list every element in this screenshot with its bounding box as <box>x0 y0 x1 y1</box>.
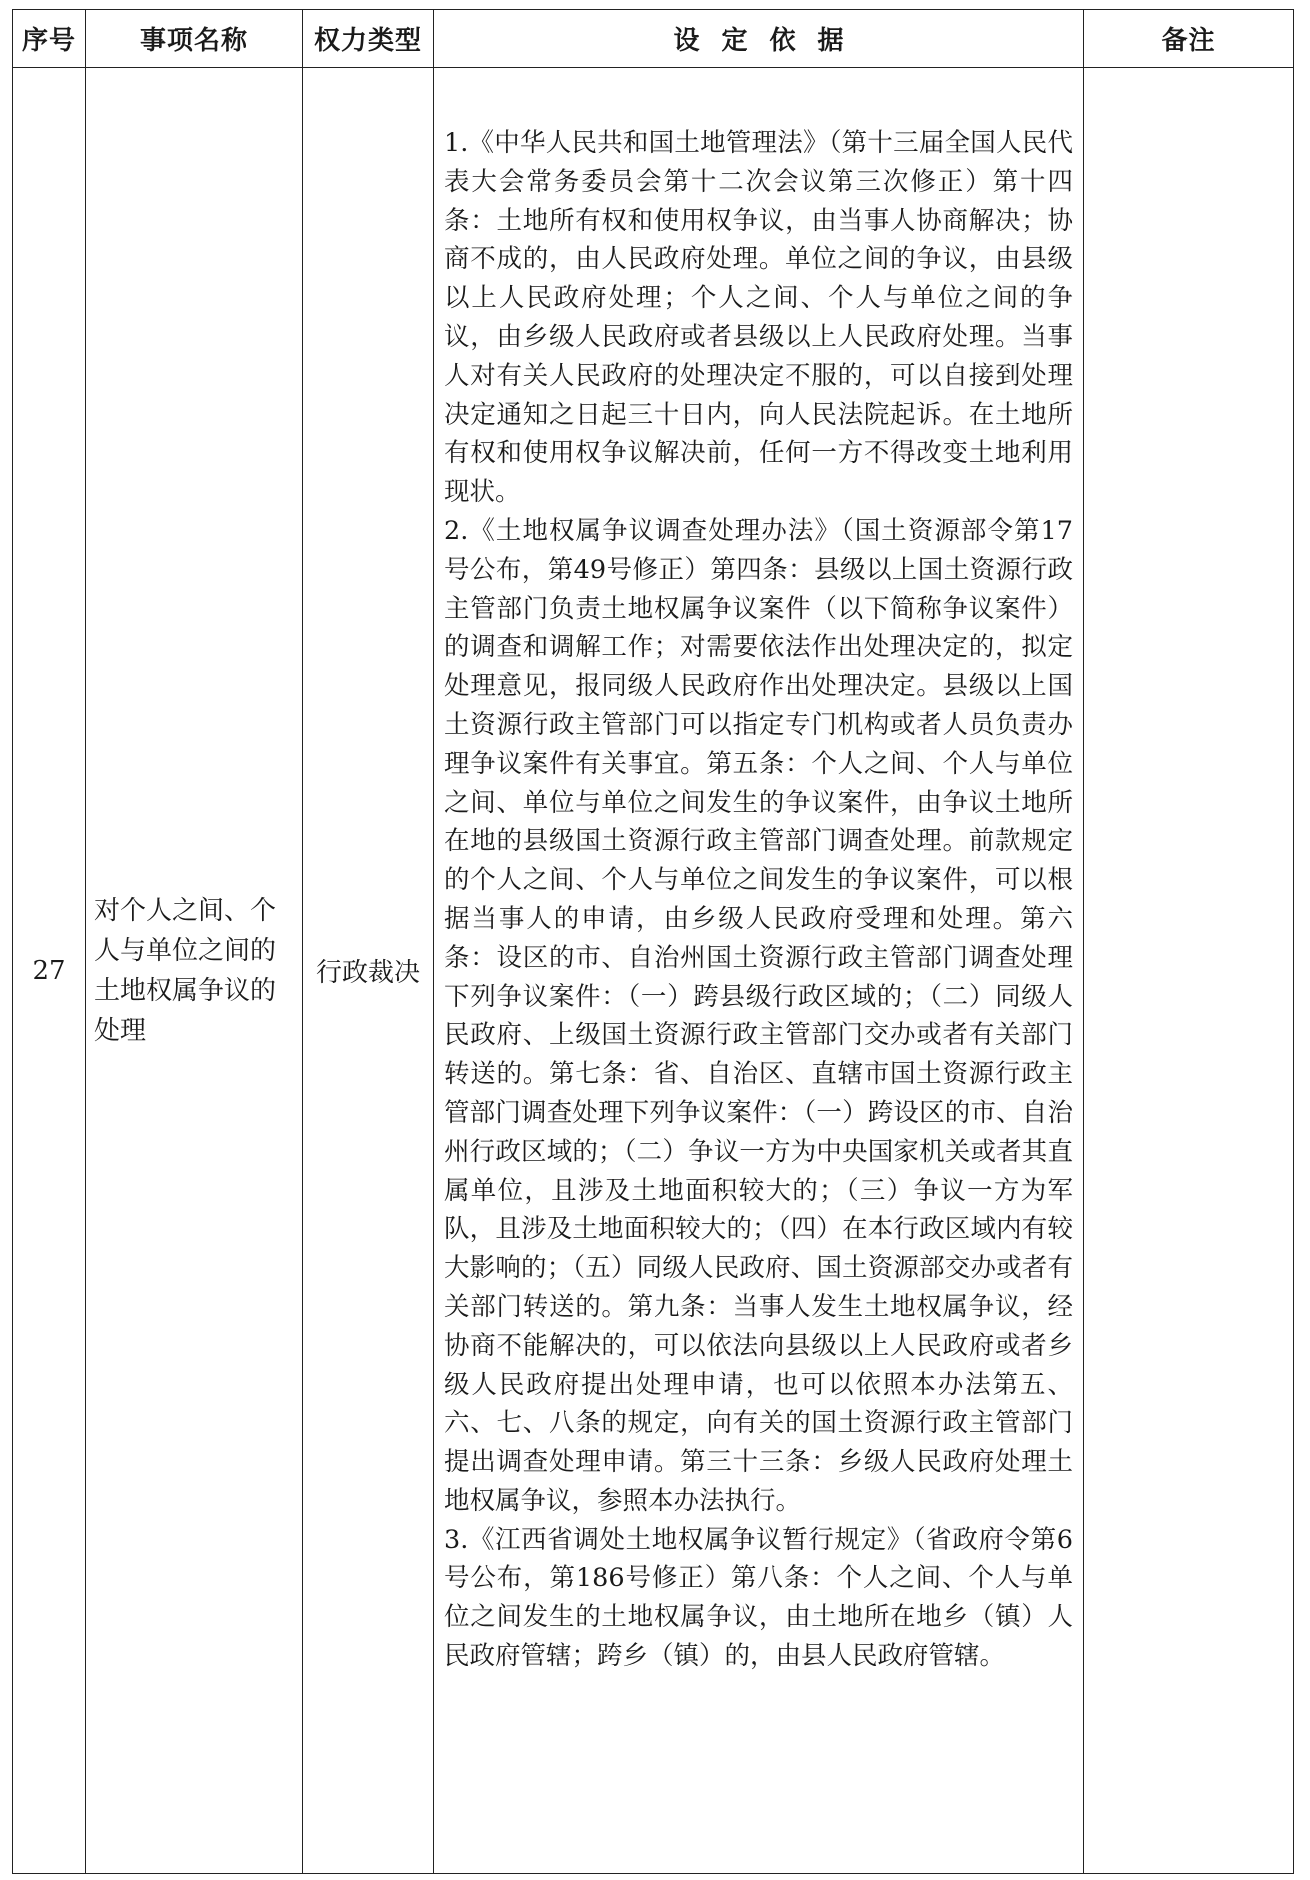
authority-table <box>12 9 1294 1874</box>
row-number: 27 <box>13 68 86 1874</box>
table-row <box>13 68 1294 1874</box>
header-row <box>13 10 1294 68</box>
item-name: 对个人之间、个人与单位之间的土地权属争议的处理 <box>86 68 303 1874</box>
legal-basis <box>434 68 1084 1874</box>
legal-basis-item-1: 1.《中华人民共和国土地管理法》（第十三届全国人民代表大会常务委员会第十二次会议第三次修正）第十四条：土地所有权和使用权争议，由当事人协商解决；协商不成的，由人民政府处理。单位之间的争议，由县级以上人民政府处理；个人之间、个人与单位之间的争议，由乡级人民政府或者县级以上人民政府处理。当事人对有关人民政府的处理决定不服的，可以自接到处理决定通知之日起三十日内，向人民法院起诉。在土地所有权和使用权争议解决前，任何一方不得改变土地利用现状。 <box>444 128 1073 508</box>
header-type: 权力类型 <box>303 10 434 68</box>
header-note: 备注 <box>1084 10 1294 68</box>
header-name: 事项名称 <box>86 10 303 68</box>
legal-basis-item-3: 3.《江西省调处土地权属争议暂行规定》（省政府令第6号公布，第186号修正）第八条：个人之间、个人与单位之间发生的土地权属争议，由土地所在地乡（镇）人民政府管辖；跨乡（镇）的，由县人民政府管辖。 <box>444 1524 1073 1672</box>
power-type: 行政裁决 <box>303 68 434 1874</box>
header-no: 序号 <box>13 10 86 68</box>
remarks <box>1084 68 1294 1874</box>
legal-basis-item-2: 2.《土地权属争议调查处理办法》（国土资源部令第17号公布，第49号修正）第四条：县级以上国土资源行政主管部门负责土地权属争议案件（以下简称争议案件）的调查和调解工作；对需要依法作出处理决定的，拟定处理意见，报同级人民政府作出处理决定。县级以上国土资源行政主管部门可以指定专门机构或者人员负责办理争议案件有关事宜。第五条：个人之间、个人与单位之间、单位与单位之间发生的争议案件，由争议土地所在地的县级国土资源行政主管部门调查处理。前款规定的个人之间、个人与单位之间发生的争议案件，可以根据当事人的申请，由乡级人民政府受理和处理。第六条：设区的市、自治州国土资源行政主管部门调查处理下列争议案件：（一）跨县级行政区域的；（二）同级人民政府、上级国土资源行政主管部门交办或者有关部门转送的。第七条：省、自治区、直辖市国土资源行政主管部门调查处理下列争议案件：（一）跨设区的市、自治州行政区域的；（二）争议一方为中央国家机关或者其直属单位，且涉及土地面积较大的；（三）争议一方为军队，且涉及土地面积较大的；（四）在本行政区域内有较大影响的；（五）同级人民政府、国土资源部交办或者有关部门转送的。第九条：当事人发生土地权属争议，经协商不能解决的，可以依法向县级以上人民政府或者乡级人民政府提出处理申请，也可以依照本办法第五、六、七、八条的规定，向有关的国土资源行政主管部门提出调查处理申请。第三十三条：乡级人民政府处理土地权属争议，参照本办法执行。 <box>444 515 1073 1516</box>
header-basis: 设定依据 <box>434 10 1084 68</box>
